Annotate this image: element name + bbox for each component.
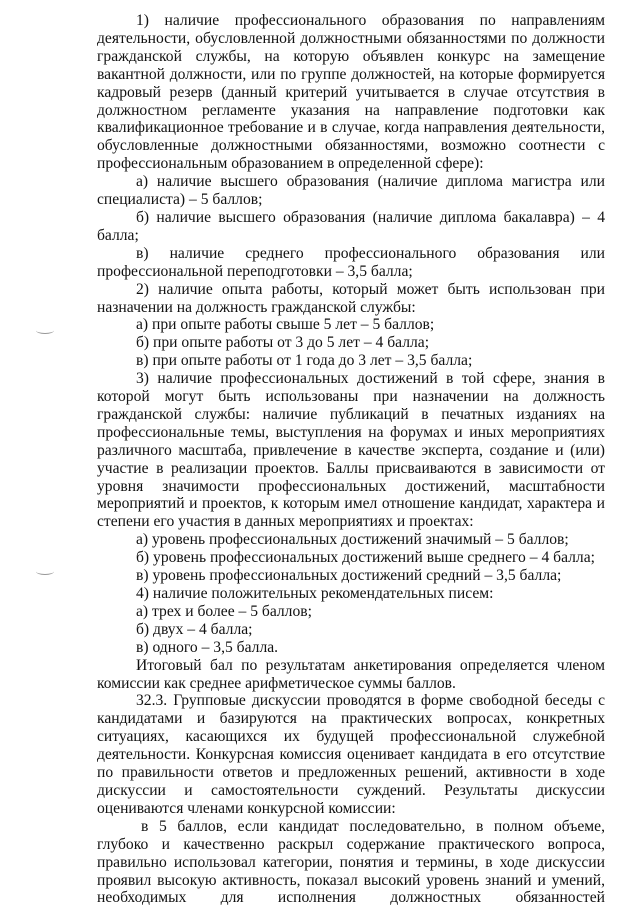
paragraph-education-c: в) наличие среднего профессионального образования или профессиональной переподготовки – 3,5 балла; [97,244,605,280]
paragraph-group-discussions: 32.3. Групповые дискуссии проводятся в форме свободной беседы с кандидатами и базируются на практических вопросах, конкретных ситуациях, касающихся их будущей профессиональной служебной деятельности. Конкурсная комиссия оценивает кандидата в его отсутствие по правильности ответов и предложенных решений, активности в ходе дискуссии и самостоятельности суждений. Результаты дискуссии оцениваются членами конкурсной комиссии: [97,692,605,817]
margin-pen-mark [36,568,54,575]
paragraph-experience-c: в) при опыте работы от 1 года до 3 лет – 3,5 балла; [136,352,473,370]
paragraph-experience-a: а) при опыте работы свыше 5 лет – 5 баллов; [136,316,435,334]
paragraph-achievements-c: в) уровень профессиональных достижений средний – 3,5 балла; [136,567,562,585]
paragraph-education-b: б) наличие высшего образования (наличие диплома бакалавра) – 4 балла; [97,208,605,244]
paragraph-achievements-b: б) уровень профессиональных достижений выше среднего – 4 балла; [136,549,595,567]
paragraph-letters-c: в) одного – 3,5 балла. [136,638,279,656]
margin-pen-mark [36,327,54,334]
paragraph-score-5: в 5 баллов, если кандидат последовательно, в полном объеме, глубоко и качественно раскрыл содержание практического вопроса, правильно использовал категории, понятия и термины, в ходе дискуссии проявил высокую активность, показал высокий уровень знаний и умений, необходимых для исполнения должностных обязанностей [97,817,605,907]
document-page [97,12,605,907]
paragraph-education-a: а) наличие высшего образования (наличие диплома магистра или специалиста) – 5 баллов; [97,173,605,209]
paragraph-criterion-achievements: 3) наличие профессиональных достижений в той сфере, знания в которой могут быть использованы при назначении на должность гражданской службы: наличие публикаций в печатных изданиях на профессиональные темы, выступления на форумах и иных мероприятиях различного масштаба, привлечение в качестве эксперта, создание и (или) участие в реализации проектов. Баллы присваиваются в зависимости от уровня значимости профессиональных достижений, масштабности мероприятий и проектов, к которым имел отношение кандидат, характера и степени его участия в данных мероприятиях и проектах: [97,370,605,531]
paragraph-letters-b: б) двух – 4 балла; [136,620,253,638]
paragraph-achievements-a: а) уровень профессиональных достижений значимый – 5 баллов; [136,531,569,549]
paragraph-criterion-experience: 2) наличие опыта работы, который может быть использован при назначении на должность гражданской службы: [97,280,605,316]
paragraph-criterion-education: 1) наличие профессионального образования по направлениям деятельности, обусловленной должностными обязанностями по должности гражданской службы, на которую объявлен конкурс на замещение вакантной должности, или по группе должностей, на которые формируется кадровый резерв (данный критерий учитывается в случае отсутствия в должностном регламенте указания на направление подготовки как квалификационное требование и в случае, когда направления деятельности, обусловленные должностными обязанностями, возможно соотнести с профессиональным образованием в определенной сфере): [97,12,605,173]
paragraph-letters-a: а) трех и более – 5 баллов; [136,602,312,620]
paragraph-criterion-letters: 4) наличие положительных рекомендательных писем: [136,585,494,602]
paragraph-final-score: Итоговый бал по результатам анкетирования определяется членом комиссии как среднее арифметическое суммы баллов. [97,656,605,692]
paragraph-experience-b: б) при опыте работы от 3 до 5 лет – 4 балла; [136,334,430,352]
